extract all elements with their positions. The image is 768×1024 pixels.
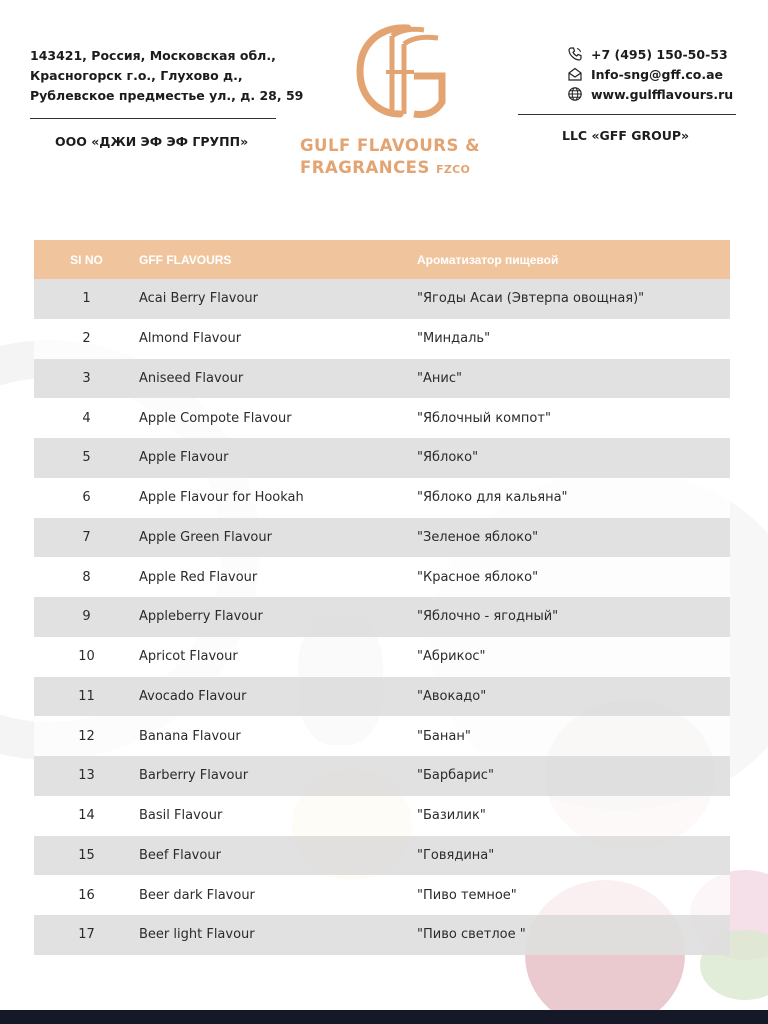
flavour-name-ru: "Красное яблоко": [417, 569, 539, 585]
row-number: 9: [82, 609, 91, 625]
row-number: 17: [78, 927, 95, 943]
flavour-name-ru: "Базилик": [417, 808, 486, 824]
contact-email-text: Info-sng@gff.co.ae: [591, 66, 724, 82]
divider-right: [518, 114, 736, 115]
flavour-name: Apricot Flavour: [139, 649, 238, 665]
flavours-table-container: [34, 240, 730, 955]
phone-icon: [567, 46, 583, 62]
row-number: 15: [78, 847, 95, 863]
address-line: Рублевское предместье ул., д. 28, 59: [30, 88, 304, 103]
flavour-name-ru: "Ягоды Асаи (Эвтерпа овощная)": [417, 291, 645, 307]
row-number: 2: [82, 331, 91, 347]
divider-left: [30, 118, 276, 119]
table-row: [34, 875, 730, 915]
contact-email[interactable]: [567, 64, 767, 84]
flavours-table: [34, 240, 730, 955]
flavour-name: Apple Green Flavour: [139, 529, 272, 545]
flavour-name: Apple Red Flavour: [139, 569, 258, 585]
table-row: [34, 756, 730, 796]
table-row: [34, 438, 730, 478]
flavour-name-ru: "Пиво темное": [417, 887, 517, 903]
flavour-name: Apple Flavour for Hookah: [139, 490, 304, 506]
row-number: 3: [82, 370, 91, 386]
table-row: [34, 319, 730, 359]
table-row: [34, 359, 730, 399]
flavour-name: Beer light Flavour: [139, 927, 255, 943]
company-name-ru: ООО «ДЖИ ЭФ ЭФ ГРУПП»: [55, 134, 249, 149]
flavour-name-ru: "Яблочно - ягодный": [417, 609, 559, 625]
logo-suffix: FZCO: [436, 163, 471, 176]
row-number: 4: [82, 410, 91, 426]
mail-icon: [567, 66, 583, 82]
table-row: [34, 478, 730, 518]
company-name-en: LLC «GFF GROUP»: [562, 128, 690, 143]
row-number: 6: [82, 490, 91, 506]
table-row: [34, 677, 730, 717]
flavour-name: Beef Flavour: [139, 847, 221, 863]
footer-bar: [0, 1010, 768, 1024]
flavour-name: Aniseed Flavour: [139, 370, 244, 386]
logo-wordmark: [300, 135, 510, 181]
contact-phone-text: +7 (495) 150-50-53: [591, 46, 728, 62]
flavour-name: Appleberry Flavour: [139, 609, 263, 625]
table-header-row: [34, 240, 730, 279]
flavour-name: Banana Flavour: [139, 728, 241, 744]
flavour-name: Almond Flavour: [139, 331, 242, 347]
flavour-name-ru: "Пиво светлое ": [417, 927, 526, 943]
flavour-name-ru: "Яблоко": [417, 450, 479, 466]
row-number: 14: [78, 808, 95, 824]
flavour-name: Basil Flavour: [139, 808, 223, 824]
table-row: [34, 637, 730, 677]
table-row: [34, 279, 730, 319]
flavour-name-ru: "Авокадо": [417, 688, 487, 704]
contact-website[interactable]: [567, 84, 767, 104]
table-row: [34, 836, 730, 876]
row-number: 16: [78, 887, 95, 903]
flavour-name: Barberry Flavour: [139, 768, 249, 784]
table-row: [34, 518, 730, 558]
column-header-number: SI NO: [70, 252, 103, 267]
contact-website-text: www.gulfflavours.ru: [591, 86, 734, 102]
row-number: 8: [82, 569, 91, 585]
address-line: 143421, Россия, Московская обл.,: [30, 48, 276, 63]
flavour-name-ru: "Яблочный компот": [417, 410, 551, 426]
row-number: 11: [78, 688, 95, 704]
company-logo: [300, 22, 510, 182]
flavour-name: Avocado Flavour: [139, 688, 247, 704]
contact-phone[interactable]: [567, 44, 767, 64]
letterhead: [0, 0, 768, 200]
table-row: [34, 597, 730, 637]
row-number: 5: [82, 450, 91, 466]
contact-block: [567, 44, 767, 104]
flavour-name: Beer dark Flavour: [139, 887, 255, 903]
flavour-name-ru: "Банан": [417, 728, 471, 744]
row-number: 1: [82, 291, 91, 307]
flavour-name-ru: "Зеленое яблоко": [417, 529, 539, 545]
flavour-name: Apple Flavour: [139, 450, 229, 466]
logo-line-2: FRAGRANCES FZCO: [300, 158, 471, 177]
flavour-name-ru: "Абрикос": [417, 649, 486, 665]
flavour-name-ru: "Говядина": [417, 847, 495, 863]
table-row: [34, 915, 730, 955]
flavour-name-ru: "Миндаль": [417, 331, 491, 347]
flavour-name-ru: "Яблоко для кальяна": [417, 490, 568, 506]
column-header-flavour: GFF FLAVOURS: [139, 252, 232, 267]
flavour-name-ru: "Анис": [417, 370, 462, 386]
table-body: [34, 279, 730, 955]
address-block: [30, 46, 310, 106]
row-number: 10: [78, 649, 95, 665]
globe-icon: [567, 86, 583, 102]
row-number: 12: [78, 728, 95, 744]
row-number: 7: [82, 529, 91, 545]
flavour-name: Apple Compote Flavour: [139, 410, 292, 426]
gff-monogram-icon: [348, 22, 452, 120]
table-row: [34, 716, 730, 756]
table-row: [34, 557, 730, 597]
table-row: [34, 398, 730, 438]
column-header-russian-name: Ароматизатор пищевой: [417, 252, 559, 267]
row-number: 13: [78, 768, 95, 784]
logo-line-1: GULF FLAVOURS &: [300, 136, 481, 155]
table-row: [34, 796, 730, 836]
flavour-name: Acai Berry Flavour: [139, 291, 259, 307]
address-line: Красногорск г.о., Глухово д.,: [30, 68, 243, 83]
flavour-name-ru: "Барбарис": [417, 768, 494, 784]
